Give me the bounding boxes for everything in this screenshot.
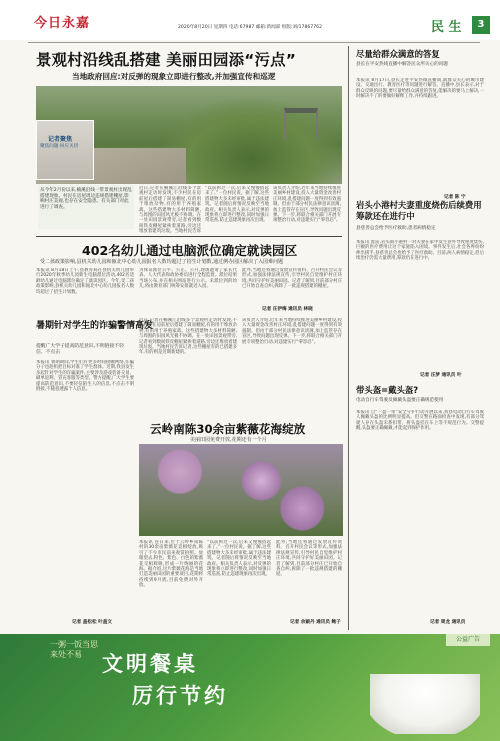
lead-body-col1: 近日,记者在楠溪江沿线多个景观村走访时发现,不少村民在房前屋后搭建了简易棚屋,有的用于堆放杂物,有的用于养殖家禽。这些搭建物大多材料简陋,与周围的田园风光极不协调。在一处田园景观带旁,记者看到数间铁皮棚屋紧挨着道路,旁边还堆放着建筑垃圾。当地村民告诉 — [139, 186, 201, 234]
lead-summary: 从今年2月份以来,楠溪沿线一带景观村出现乱搭建现象。村民在房屋周边违规搭建棚屋,影响村庄美观,也存在安全隐患。有关部门对此进行了调查。 — [40, 188, 132, 210]
rice-bowl-graphic — [370, 674, 480, 734]
story4-body-col2: “以前拆过一次,后来又慢慢搭起来了。”一位村民说。据了解,这些搭建物大多未经审批,属于违法建筑。记者随后将情况反映至当地政府。相关负责人表示,对反弹的现象将立即进行整改,同时加强日常巡查,防止违建现象再次出现。 — [207, 540, 271, 578]
right-byline-1: 记者 陈 宁 — [444, 195, 466, 200]
story4-body-col1: 本报讯 连日来,位于云岭乡南陈村的30余亩紫薇花竞相绽放,吸引了不少市民前来观赏拍照。放眼望去,粉色、紫色、白色的紫薇花交相辉映,形成一片绚丽的花海。据介绍,这片紫薇花海是当地打造美丽田园的重要项目,花期将持续到9月底,目前免费对外开放。 — [139, 540, 203, 589]
lead-body-col2: “以前拆过一次,后来又慢慢搭起来了。”一位村民说。据了解,这些搭建物大多未经审批,属于违法建筑。记者随后将情况反映至当地政府。相关负责人表示,对反弹的现象将立即进行整改,同时加强日常巡查,防止违建现象再次出现。 — [205, 186, 269, 224]
story2-byline: 记者 汪伊梅 通讯员 林晓 — [262, 307, 313, 312]
issue-meta: 2020年8月20日 星期四 电话:67987 邮箱:新闻部 组版:刘/17867762 — [178, 25, 322, 30]
ad-title-line1: 文明餐桌 — [102, 652, 198, 676]
story2-subhead: 受二孩政策影响,县机关幼儿园和瓯北中心幼儿园报名人数均超过了招生计划数,通过例办园区解决了入园难问题 — [40, 259, 284, 265]
story4-headline: 云岭南陈30余亩紫薇花海绽放 — [150, 422, 306, 436]
ad-title-line2: 厉行节约 — [132, 684, 228, 708]
right-byline-2: 记者 汪梦 通讯员 叶 — [420, 373, 462, 378]
right-headline-3: 带头盔=戴头盔? — [356, 385, 419, 395]
story4-subhead: 美丽田园免费开放,花期还有一个月 — [190, 437, 267, 443]
lead-headline: 景观村沿线乱搭建 美丽田园添“污点” — [36, 51, 297, 69]
page-number: 3 — [472, 16, 490, 34]
story2-body-col1: 本报讯 8月18日上午,县教育局在县机关幼儿园举行2020年秋季幼儿园新生电脑派位活动,402名适龄幼儿通过电脑派位确定了就读园区。今年,受二孩政策影响,县机关幼儿园和瓯北中心幼儿园报名人数均超过了招生计划数。 — [36, 268, 134, 295]
story2-top-rule — [36, 236, 342, 237]
flower-photo — [139, 444, 343, 536]
badge-subtitle: 聚焦问题·回应关切 — [40, 144, 79, 149]
story2-body-col4: 近日,记者在楠溪江沿线多个景观村走访时发现,不少村民在房前屋后搭建了简易棚屋,有的用于堆放杂物,有的用于养殖家禽。这些搭建物大多材料简陋,与周围的田园风光极不协调。在一处田园景观带旁,记者看到数间铁皮棚屋紧挨着道路,旁边还堆放着建筑垃圾。当地村民告诉记者,这些棚屋有的已搭建多年,有的则是近期新建的。 — [139, 318, 237, 356]
right-body-3: 本报讯 自“一盔一带”安全守护行动开展以来,我县电动自行车驾驶人佩戴头盔的比例明显提高。但交警在路面检查中发现,有部分驾驶人存在头盔未系扣带、将头盔挂在车上等不规范行为。交警提醒,头盔要正确佩戴,才能起到保护作用。 — [356, 410, 484, 432]
ad-vertical-text: 一粥一饭当思来处不易 — [50, 640, 98, 659]
story4-byline: 记者 余颖丹 通讯员 鲍子 — [290, 620, 341, 625]
right-subhead-2: 县慈善总会给予医疗救助,患者病情稳定 — [356, 226, 436, 231]
ad-tag: 公益广告 — [446, 634, 490, 646]
right-body-1: 本报讯 8月17日,县长走进平安热线直播间,就群众关心的城市建设、交通出行、教育医疗等问题进行解答。直播中,县长表示,对于群众反映的问题,要尽量给群众满意的答复,能解决的要马上解决,一时解决不了的要做好解释工作,并持续跟进。 — [356, 78, 484, 100]
story2-body-col2: 为保证派位公平、公正、公开,现场邀请了家长代表、人大代表和政协委员进行全程监督。派位结果当场公布,并在相关网站进行公示。未派位到的幼儿,将由教育部门统筹安排就近入园。 — [139, 268, 237, 290]
badge-title: 记者聚焦 — [48, 136, 73, 143]
story2-body-col5: 该负责人介绍,近年来当地持续推进美丽乡村建设,投入大量资金改善村庄环境,乱搭建问题一度得到有效遏制。但由于部分村民法律意识淡薄,加上监管存在盲区,导致问题出现反弹。下一步,将联合相关部门开展专项整治行动,对违建实行“零容忍”。 — [242, 318, 342, 345]
right-headline-2: 岩头小港村夫妻重度烧伤后续费用筹款还在进行中 — [356, 200, 482, 221]
pavilion-graphic — [284, 108, 318, 139]
story3-subhead: 提醒广大学子提高防范意识,不明链接不轻信、不点击 — [36, 344, 124, 355]
right-subhead-1: 县长在平安热线直播中解答民众所关心的问题 — [356, 62, 448, 67]
lead-subhead: 当地政府回应:对反弹的现象立即进行整改,并加强宣传和巡逻 — [72, 72, 276, 81]
story2-headline: 402名幼儿通过电脑派位确定就读园区 — [82, 243, 298, 258]
lead-body-col3: 该负责人介绍,近年来当地持续推进美丽乡村建设,投入大量资金改善村庄环境,乱搭建问题一度得到有效遏制。但由于部分村民法律意识淡薄,加上监管存在盲区,导致问题出现反弹。下一步,将联合相关部门开展专项整治行动,对违建实行“零容忍”。 — [273, 186, 341, 224]
column-divider — [348, 46, 349, 630]
story3-headline: 暑期针对学生的诈骗警情高发 — [36, 321, 154, 331]
right-subhead-3: 电动自行车驾驶员佩戴头盔要正确规范使用 — [356, 398, 444, 403]
story4-body-col3: 此外,当地还将通过发放宣传资料、召开村民会议等形式,加强法律法规宣传,引导村民自觉维护村庄环境,共同守护好美丽田园。记者了解到,目前部分村庄已开始自查自纠,拆除了一批违规搭建的棚屋。 — [276, 540, 342, 578]
header-rule — [28, 42, 480, 43]
story2-body-col3: 此外,当地还将通过发放宣传资料、召开村民会议等形式,加强法律法规宣传,引导村民自觉维护村庄环境,共同守护好美丽田园。记者了解到,目前部分村庄已开始自查自纠,拆除了一批违规搭建的棚屋。 — [242, 268, 342, 290]
right-byline-3: 记者 周龙 通讯员 — [430, 620, 466, 625]
section-title: 民 生 — [431, 20, 462, 35]
story3-byline: 记者 盖松松 叶盖文 — [72, 620, 112, 625]
right-body-2: 本报讯 此前,岩头镇小港村一对夫妻在家中发生意外导致重度烧伤,巨额的医疗费用让这个家庭陷入困境。事件发生后,社会各界纷纷伸出援手,县慈善总会也给予了医疗救助。目前,两人病情稳定,但后续治疗仍需大量费用,筹款仍在进行中。 — [356, 240, 484, 262]
newspaper-logo: 今日永嘉 — [34, 16, 91, 31]
right-headline-1: 尽量给群众满意的答复 — [356, 49, 440, 59]
badge-box — [36, 120, 94, 180]
story3-body: 本报讯 暑期期间,学生们有更多时间接触网络,诈骗分子也趁机把目标对准了学生群体。近期,我县发生多起针对学生的诈骗案件,主要涉及游戏装备交易、刷单返利、冒充客服等类型。警方提醒,广大学生要提高防范意识,不要轻信陌生人的信息,不点击不明链接,不随意透露个人信息。 — [36, 360, 134, 393]
